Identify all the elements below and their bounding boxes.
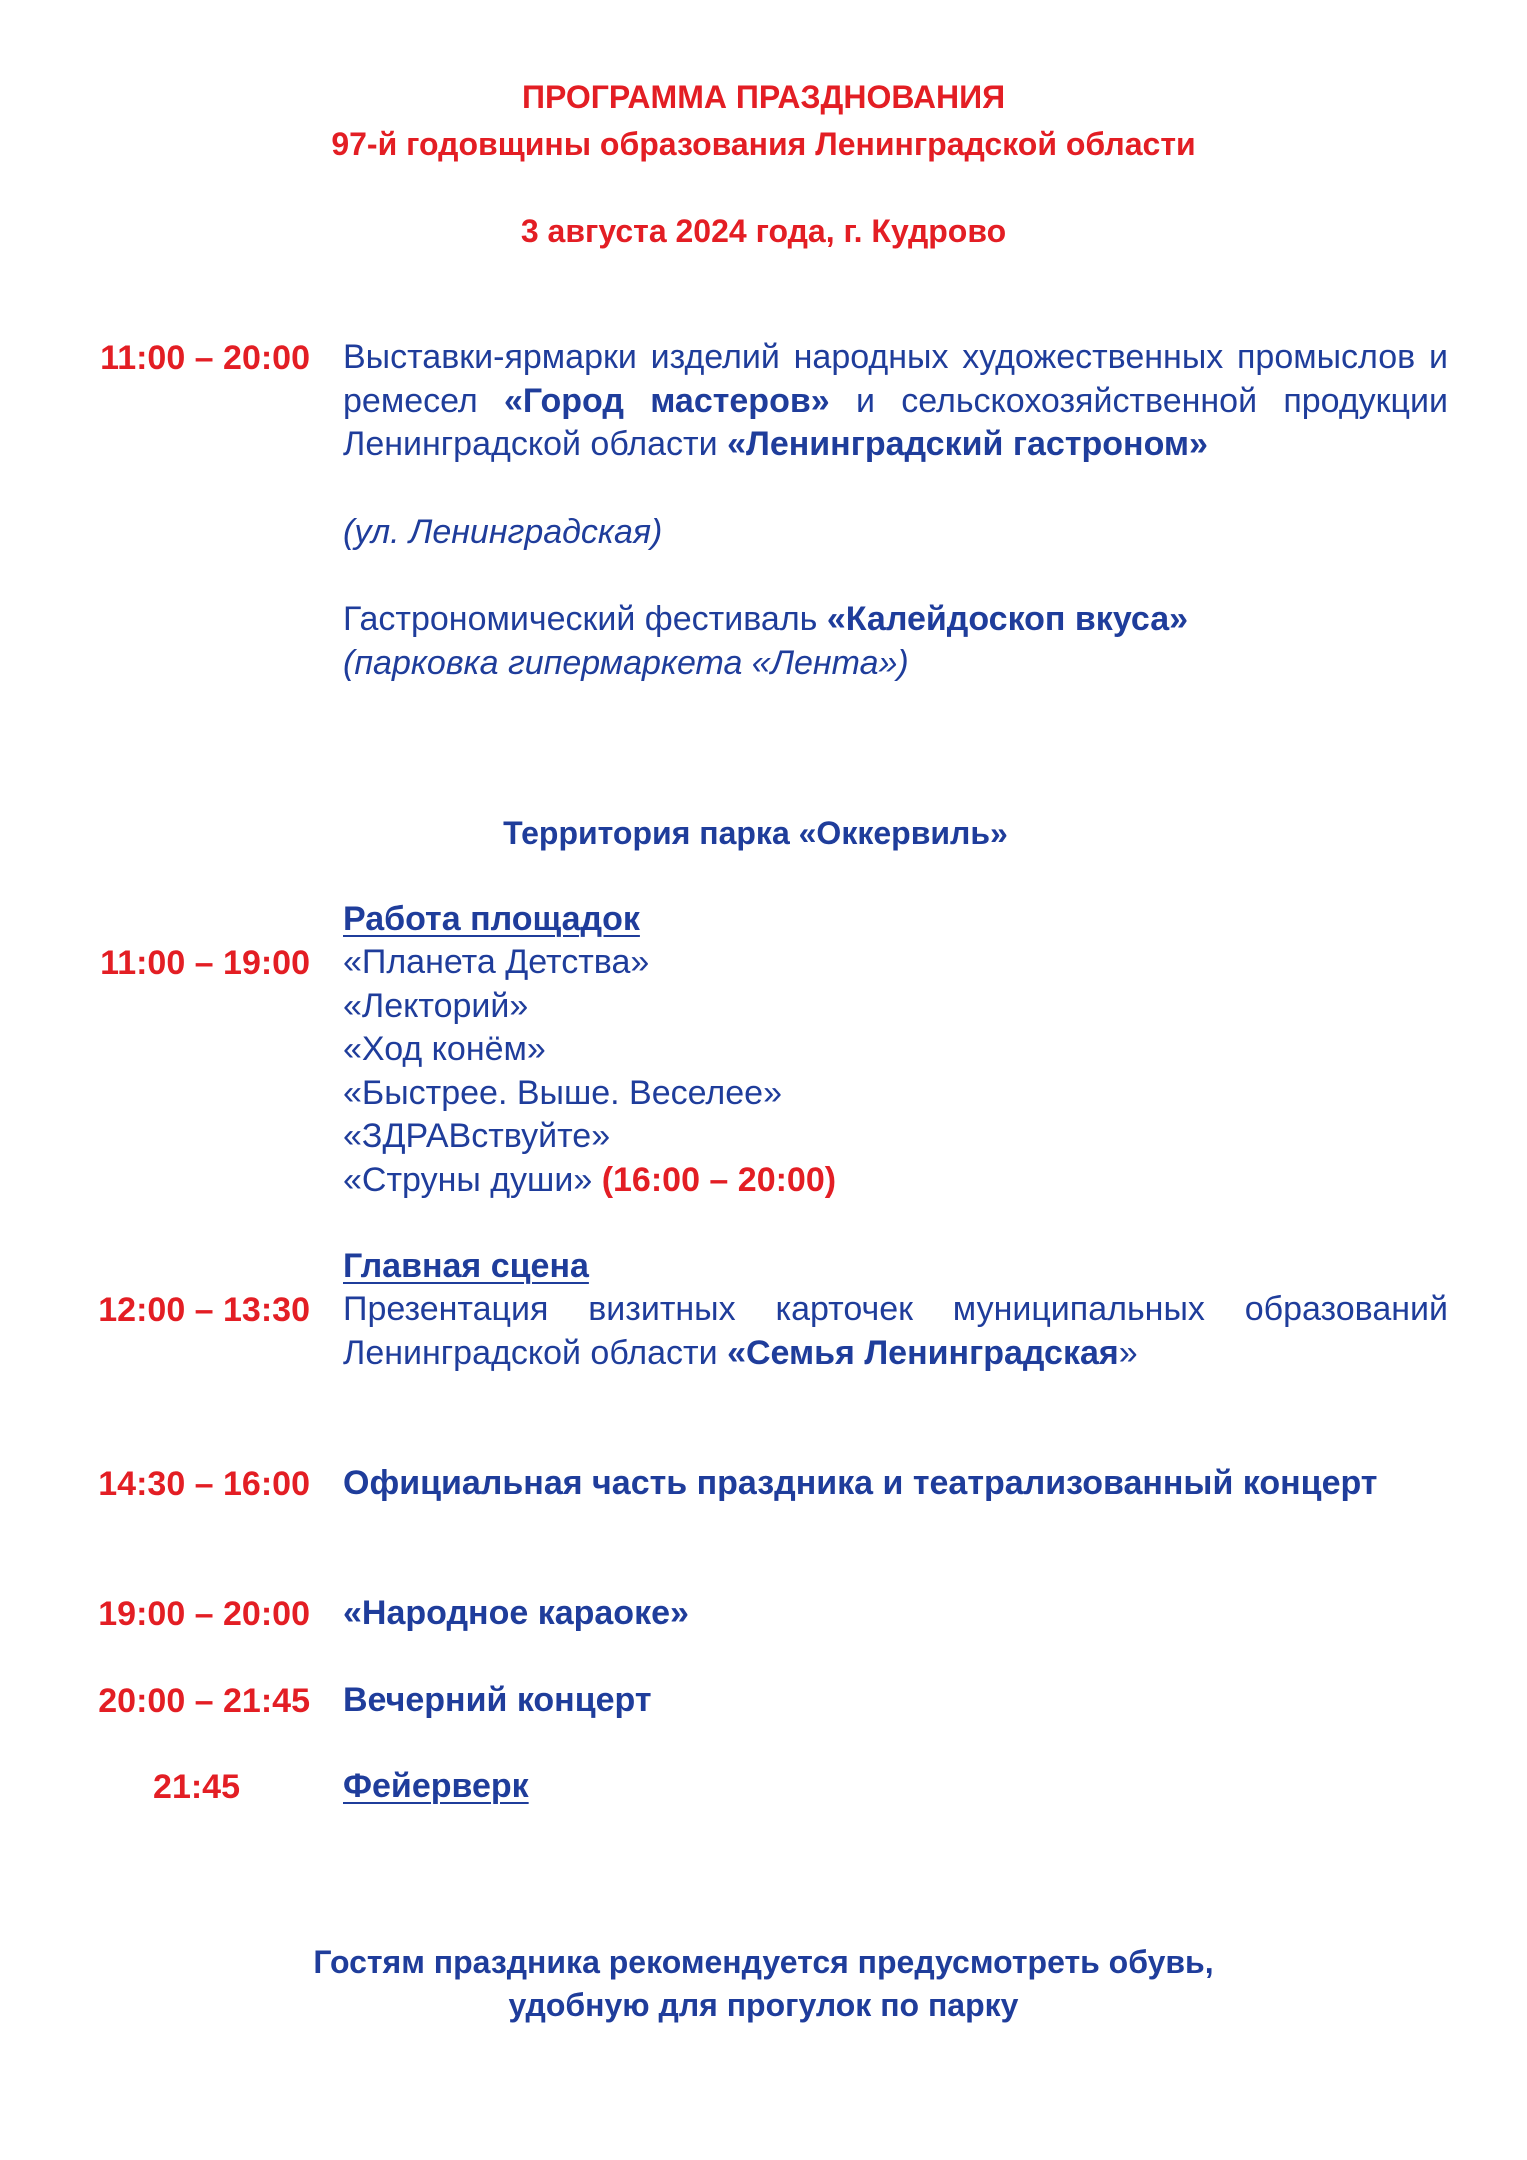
venue-item: «Планета Детства» bbox=[343, 943, 650, 981]
venues-heading: Работа площадок bbox=[343, 900, 640, 938]
main-stage-heading: Главная сцена bbox=[343, 1247, 589, 1285]
official-part: Официальная часть праздника и театрализованный концерт bbox=[343, 1464, 1378, 1502]
footer-note-line2: удобную для прогулок по парку bbox=[508, 1987, 1019, 2023]
presentation-time: 12:00 – 13:30 bbox=[98, 1291, 310, 1329]
fair-desc-mid: и сельскохозяйственной продукции Ленинградской области bbox=[343, 381, 1448, 463]
fireworks-time: 21:45 bbox=[153, 1768, 240, 1806]
venue-item-last bbox=[343, 1159, 1448, 1203]
presentation-name: «Семья Ленинградская bbox=[727, 1333, 1119, 1372]
venue-item: «Ход конём» bbox=[343, 1030, 546, 1068]
footer-note-line1: Гостям праздника рекомендуется предусмотреть обувь, bbox=[313, 1944, 1214, 1980]
presentation-prefix: Презентация визитных карточек муниципальных образований Ленинградской области bbox=[343, 1290, 1448, 1372]
venues-time: 11:00 – 19:00 bbox=[100, 944, 310, 982]
page-title: ПРОГРАММА ПРАЗДНОВАНИЯ bbox=[521, 79, 1006, 115]
official-time: 14:30 – 16:00 bbox=[98, 1465, 310, 1503]
festival-line bbox=[343, 598, 1448, 642]
fair-desc-prefix: Выставки-ярмарки изделий народных художественных промыслов и ремесел bbox=[343, 338, 1448, 420]
presentation-close-quote: » bbox=[1118, 1333, 1138, 1372]
venue-item: «Быстрее. Выше. Веселее» bbox=[343, 1073, 782, 1112]
evening-concert: Вечерний концерт bbox=[343, 1681, 652, 1719]
fair-time: 11:00 – 20:00 bbox=[100, 339, 310, 377]
venue-item: «ЗДРАВствуйте» bbox=[343, 1117, 611, 1155]
fair-name-city-of-masters: «Город мастеров» bbox=[504, 381, 830, 420]
fair-location: (ул. Ленинградская) bbox=[343, 513, 663, 551]
karaoke-time: 19:00 – 20:00 bbox=[98, 1595, 310, 1633]
event-date-place: 3 августа 2024 года, г. Кудрово bbox=[520, 213, 1007, 249]
festival-location: (парковка гипермаркета «Лента») bbox=[343, 644, 909, 682]
fair-name-gastronom: «Ленинградский гастроном» bbox=[727, 425, 1208, 463]
venue-item: «Лекторий» bbox=[343, 986, 529, 1025]
page-subtitle: 97-й годовщины образования Ленинградской области bbox=[331, 126, 1196, 162]
venue-item-time: (16:00 – 20:00) bbox=[601, 1160, 837, 1199]
fair-description bbox=[343, 336, 1448, 467]
festival-name: «Калейдоскоп вкуса» bbox=[826, 600, 1189, 638]
evening-concert-time: 20:00 – 21:45 bbox=[98, 1682, 310, 1720]
park-title: Территория парка «Оккервиль» bbox=[503, 815, 1008, 851]
presentation-description bbox=[343, 1288, 1448, 1375]
karaoke: «Народное караоке» bbox=[343, 1594, 689, 1632]
venues-list bbox=[343, 941, 1448, 1202]
fireworks: Фейерверк bbox=[343, 1767, 529, 1805]
festival-prefix: Гастрономический фестиваль bbox=[343, 600, 818, 638]
venue-item: «Струны души» bbox=[343, 1160, 593, 1199]
